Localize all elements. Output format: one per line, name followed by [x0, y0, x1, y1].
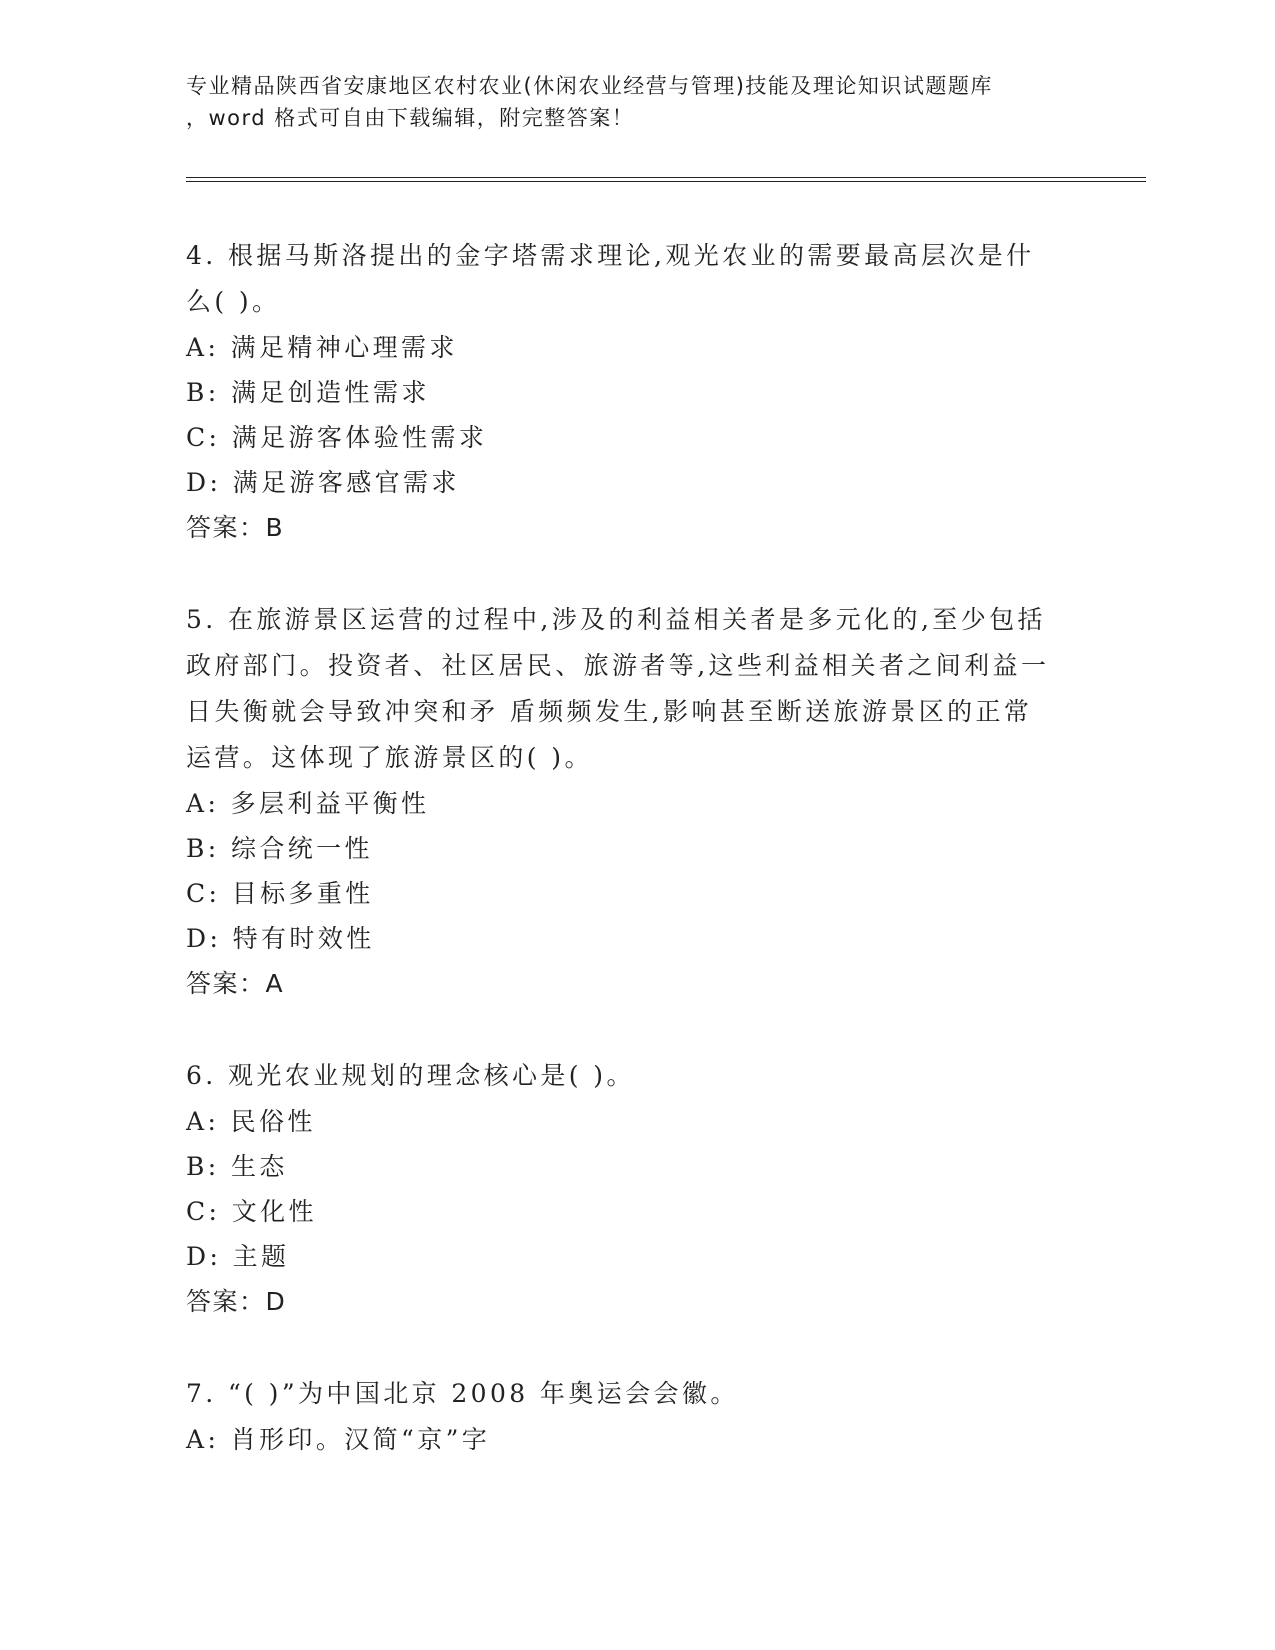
question-5: [186, 597, 1086, 1007]
question-stem: [186, 597, 1086, 781]
question-spacer: [186, 1325, 1086, 1371]
answer-label: 答案：A: [186, 969, 285, 998]
option-b: B: 综合统一性: [186, 834, 373, 863]
question-stem-line: 政府部门。投资者、社区居民、旅游者等,这些利益相关者之间利益一: [186, 651, 1050, 680]
header-title-line-2: ，word 格式可自由下载编辑，附完整答案！: [186, 106, 635, 130]
option-c: C: 文化性: [186, 1197, 317, 1226]
option-a: A: 满足精神心理需求: [186, 333, 458, 362]
question-4: [186, 233, 1086, 551]
document-header: [186, 70, 1146, 134]
question-spacer: [186, 551, 1086, 597]
option-b: B: 满足创造性需求: [186, 378, 430, 407]
question-list: [186, 233, 1086, 1462]
question-stem: [186, 233, 1086, 325]
option-d: D: 特有时效性: [186, 924, 375, 953]
header-divider-top: [186, 177, 1146, 178]
question-stem: [186, 1053, 1086, 1099]
question-stem-line: 运营。这体现了旅游景区的( )。: [186, 743, 593, 772]
option-c: C: 满足游客体验性需求: [186, 423, 488, 452]
question-stem-line: 6. 观光农业规划的理念核心是( )。: [186, 1061, 635, 1090]
question-stem-line: 么( )。: [186, 287, 281, 316]
option-b: B: 生态: [186, 1152, 288, 1181]
option-c: C: 目标多重性: [186, 879, 374, 908]
option-a: A: 多层利益平衡性: [186, 789, 430, 818]
question-7: [186, 1371, 1086, 1462]
answer-label: 答案：D: [186, 1287, 287, 1316]
option-d: D: 主题: [186, 1242, 290, 1271]
question-6: [186, 1053, 1086, 1325]
question-stem-line: 日失衡就会导致冲突和矛 盾频频发生,影响甚至断送旅游景区的正常: [186, 697, 1033, 726]
header-divider-bottom: [186, 181, 1146, 182]
answer-label: 答案：B: [186, 513, 285, 542]
option-a: A: 民俗性: [186, 1107, 316, 1136]
question-stem-line: 5. 在旅游景区运营的过程中,涉及的利益相关者是多元化的,至少包括: [186, 605, 1046, 634]
question-stem-line: 4. 根据马斯洛提出的金字塔需求理论,观光农业的需要最高层次是什: [186, 241, 1035, 270]
option-a: A: 肖形印。汉简“京”字: [186, 1425, 491, 1454]
question-stem-line: 7. “( )”为中国北京 2008 年奥运会会徽。: [186, 1379, 739, 1408]
question-spacer: [186, 1007, 1086, 1053]
option-d: D: 满足游客感官需求: [186, 468, 460, 497]
question-stem: [186, 1371, 1086, 1417]
header-title-line-1: 专业精品陕西省安康地区农村农业(休闲农业经营与管理)技能及理论知识试题题库: [186, 74, 993, 98]
